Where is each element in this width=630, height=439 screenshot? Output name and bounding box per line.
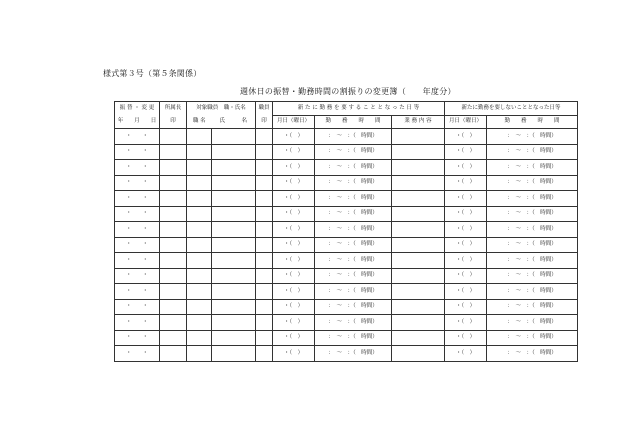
new-work-hours-cell: ： 〜 ：（ 時間）	[315, 160, 392, 176]
table-row	[115, 191, 578, 207]
new-work-date-cell: ・（ ）	[273, 253, 315, 269]
no-work-date-cell: ・（ ）	[445, 175, 487, 191]
shozoku-cho-seal-cell	[160, 253, 187, 269]
no-work-date-cell: ・（ ）	[445, 206, 487, 222]
no-work-date-cell: ・（ ）	[445, 299, 487, 315]
shokuin-header: 職員	[256, 102, 273, 116]
new-work-hours-cell: ： 〜 ：（ 時間）	[315, 346, 392, 362]
no-work-date-cell: ・（ ）	[445, 237, 487, 253]
gyomu-naiyo-header: 業 務 内 容	[392, 115, 445, 129]
shokumei-cell	[187, 144, 212, 160]
new-work-date-cell: ・（ ）	[273, 346, 315, 362]
date-cell: ・ ・	[115, 315, 160, 331]
table-row	[115, 315, 578, 331]
table-row	[115, 160, 578, 176]
shokuin-seal-cell	[256, 160, 273, 176]
shokumei-cell	[187, 237, 212, 253]
shokumei-cell	[187, 346, 212, 362]
table-row	[115, 253, 578, 269]
shokumei-cell	[187, 129, 212, 145]
no-work-date-cell: ・（ ）	[445, 222, 487, 238]
no-work-date-cell: ・（ ）	[445, 253, 487, 269]
gyomu-naiyo-cell	[392, 160, 445, 176]
new-work-date-cell: ・（ ）	[273, 206, 315, 222]
table-row	[115, 175, 578, 191]
shokuin-seal-cell	[256, 330, 273, 346]
shokumei-cell	[187, 299, 212, 315]
shimei-cell	[212, 144, 256, 160]
gyomu-naiyo-cell	[392, 268, 445, 284]
shimei-cell	[212, 315, 256, 331]
date-cell: ・ ・	[115, 268, 160, 284]
no-work-hours-cell: ： 〜 ：（ 時間）	[487, 175, 578, 191]
no-work-hours-cell: ： 〜 ：（ 時間）	[487, 268, 578, 284]
gyomu-naiyo-cell	[392, 175, 445, 191]
new-work-date-cell: ・（ ）	[273, 222, 315, 238]
date-cell: ・ ・	[115, 191, 160, 207]
gyomu-naiyo-cell	[392, 222, 445, 238]
shimei-header: 氏 名	[212, 115, 256, 129]
new-work-date-cell: ・（ ）	[273, 284, 315, 300]
shokumei-cell	[187, 268, 212, 284]
header-row-2	[115, 115, 578, 129]
date-cell: ・ ・	[115, 284, 160, 300]
gyomu-naiyo-cell	[392, 129, 445, 145]
new-work-date-cell: ・（ ）	[273, 129, 315, 145]
table-row	[115, 284, 578, 300]
shokuin-seal-cell	[256, 268, 273, 284]
new-work-date-cell: ・（ ）	[273, 315, 315, 331]
no-work-hours-cell: ： 〜 ：（ 時間）	[487, 315, 578, 331]
shokuin-seal-cell	[256, 315, 273, 331]
shozoku-cho-seal-cell	[160, 175, 187, 191]
no-work-date-cell: ・（ ）	[445, 129, 487, 145]
shozoku-cho-seal-cell	[160, 284, 187, 300]
new-work-hours-cell: ： 〜 ：（ 時間）	[315, 129, 392, 145]
date-cell: ・ ・	[115, 222, 160, 238]
gyomu-naiyo-cell	[392, 237, 445, 253]
in-header-1: 印	[160, 115, 187, 129]
shokuin-seal-cell	[256, 144, 273, 160]
nengappi-header: 年 月 日	[115, 115, 160, 129]
shokumei-cell	[187, 175, 212, 191]
shokuin-seal-cell	[256, 206, 273, 222]
table-row	[115, 206, 578, 222]
shokumei-cell	[187, 284, 212, 300]
new-work-hours-cell: ： 〜 ：（ 時間）	[315, 237, 392, 253]
shokuin-seal-cell	[256, 222, 273, 238]
new-work-date-cell: ・（ ）	[273, 237, 315, 253]
shimei-cell	[212, 191, 256, 207]
date-cell: ・ ・	[115, 237, 160, 253]
shimei-cell	[212, 284, 256, 300]
gyomu-naiyo-cell	[392, 346, 445, 362]
no-work-hours-cell: ： 〜 ：（ 時間）	[487, 284, 578, 300]
new-work-hours-cell: ： 〜 ：（ 時間）	[315, 144, 392, 160]
shozoku-cho-seal-cell	[160, 268, 187, 284]
kinmu-jikan-header-2: 勤 務 時 間	[487, 115, 578, 129]
date-cell: ・ ・	[115, 346, 160, 362]
new-work-date-cell: ・（ ）	[273, 191, 315, 207]
new-work-date-cell: ・（ ）	[273, 330, 315, 346]
shimei-cell	[212, 129, 256, 145]
table-row	[115, 330, 578, 346]
no-work-date-cell: ・（ ）	[445, 330, 487, 346]
date-cell: ・ ・	[115, 253, 160, 269]
shokuin-seal-cell	[256, 191, 273, 207]
shokuin-seal-cell	[256, 284, 273, 300]
table-row	[115, 237, 578, 253]
arata-yosuru-header: 新 た に 勤 務 を 要 す る こ と と な っ た 日 等	[273, 102, 445, 116]
shozoku-cho-seal-cell	[160, 237, 187, 253]
shimei-cell	[212, 299, 256, 315]
date-cell: ・ ・	[115, 144, 160, 160]
new-work-date-cell: ・（ ）	[273, 268, 315, 284]
shokuin-seal-cell	[256, 346, 273, 362]
shokumei-cell	[187, 315, 212, 331]
shimei-cell	[212, 160, 256, 176]
no-work-date-cell: ・（ ）	[445, 315, 487, 331]
shozoku-cho-seal-cell	[160, 330, 187, 346]
date-cell: ・ ・	[115, 129, 160, 145]
no-work-date-cell: ・（ ）	[445, 284, 487, 300]
gyomu-naiyo-cell	[392, 206, 445, 222]
shozoku-cho-seal-cell	[160, 129, 187, 145]
taisho-shokuin-header: 対象職員 職・氏名	[187, 102, 256, 116]
new-work-date-cell: ・（ ）	[273, 160, 315, 176]
no-work-hours-cell: ： 〜 ：（ 時間）	[487, 191, 578, 207]
shokumei-cell	[187, 160, 212, 176]
shozoku-cho-seal-cell	[160, 346, 187, 362]
shimei-cell	[212, 330, 256, 346]
shozoku-cho-seal-cell	[160, 299, 187, 315]
shozoku-cho-seal-cell	[160, 160, 187, 176]
table-row	[115, 299, 578, 315]
new-work-date-cell: ・（ ）	[273, 299, 315, 315]
gyomu-naiyo-cell	[392, 144, 445, 160]
no-work-date-cell: ・（ ）	[445, 346, 487, 362]
shokumei-cell	[187, 206, 212, 222]
new-work-hours-cell: ： 〜 ：（ 時間）	[315, 253, 392, 269]
no-work-date-cell: ・（ ）	[445, 268, 487, 284]
table-row	[115, 222, 578, 238]
table-row	[115, 129, 578, 145]
shozoku-cho-header: 所属長	[160, 102, 187, 116]
shokuin-seal-cell	[256, 299, 273, 315]
arata-yoshinai-header: 新たに勤務を要しないこととなった日等	[445, 102, 578, 116]
gyomu-naiyo-cell	[392, 330, 445, 346]
shimei-cell	[212, 253, 256, 269]
no-work-hours-cell: ： 〜 ：（ 時間）	[487, 160, 578, 176]
table-row	[115, 268, 578, 284]
shimei-cell	[212, 346, 256, 362]
shoku-header: 職 名	[187, 115, 212, 129]
no-work-hours-cell: ： 〜 ：（ 時間）	[487, 299, 578, 315]
no-work-hours-cell: ： 〜 ：（ 時間）	[487, 237, 578, 253]
form-number-label: 様式第３号（第５条関係）	[103, 69, 202, 78]
new-work-hours-cell: ： 〜 ：（ 時間）	[315, 268, 392, 284]
new-work-hours-cell: ： 〜 ：（ 時間）	[315, 330, 392, 346]
new-work-hours-cell: ： 〜 ：（ 時間）	[315, 284, 392, 300]
no-work-hours-cell: ： 〜 ：（ 時間）	[487, 330, 578, 346]
new-work-hours-cell: ： 〜 ：（ 時間）	[315, 299, 392, 315]
document-title: 週休日の振替・勤務時間の割振りの変更簿（ 年度分）	[240, 87, 456, 96]
no-work-date-cell: ・（ ）	[445, 191, 487, 207]
shozoku-cho-seal-cell	[160, 222, 187, 238]
in-header-2: 印	[256, 115, 273, 129]
shokumei-cell	[187, 253, 212, 269]
gyomu-naiyo-cell	[392, 284, 445, 300]
tsukihi-header-1: 月日（曜日）	[273, 115, 315, 129]
shokumei-cell	[187, 191, 212, 207]
date-cell: ・ ・	[115, 330, 160, 346]
shozoku-cho-seal-cell	[160, 206, 187, 222]
shokuin-seal-cell	[256, 175, 273, 191]
no-work-hours-cell: ： 〜 ：（ 時間）	[487, 346, 578, 362]
date-cell: ・ ・	[115, 299, 160, 315]
no-work-hours-cell: ： 〜 ：（ 時間）	[487, 253, 578, 269]
new-work-hours-cell: ： 〜 ：（ 時間）	[315, 175, 392, 191]
shozoku-cho-seal-cell	[160, 191, 187, 207]
gyomu-naiyo-cell	[392, 299, 445, 315]
shimei-cell	[212, 268, 256, 284]
tsukihi-header-2: 月日（曜日）	[445, 115, 487, 129]
furikae-header: 振 替 ・ 変 更	[115, 102, 160, 116]
shimei-cell	[212, 237, 256, 253]
shozoku-cho-seal-cell	[160, 315, 187, 331]
date-cell: ・ ・	[115, 160, 160, 176]
gyomu-naiyo-cell	[392, 191, 445, 207]
table-row	[115, 346, 578, 362]
change-register-table	[114, 101, 578, 362]
new-work-hours-cell: ： 〜 ：（ 時間）	[315, 315, 392, 331]
header-row-1	[115, 102, 578, 116]
shokuin-seal-cell	[256, 253, 273, 269]
no-work-hours-cell: ： 〜 ：（ 時間）	[487, 222, 578, 238]
date-cell: ・ ・	[115, 175, 160, 191]
new-work-hours-cell: ： 〜 ：（ 時間）	[315, 206, 392, 222]
kinmu-jikan-header-1: 勤 務 時 間	[315, 115, 392, 129]
no-work-date-cell: ・（ ）	[445, 160, 487, 176]
shokumei-cell	[187, 222, 212, 238]
no-work-hours-cell: ： 〜 ：（ 時間）	[487, 144, 578, 160]
gyomu-naiyo-cell	[392, 315, 445, 331]
shokuin-seal-cell	[256, 129, 273, 145]
date-cell: ・ ・	[115, 206, 160, 222]
new-work-date-cell: ・（ ）	[273, 175, 315, 191]
no-work-date-cell: ・（ ）	[445, 144, 487, 160]
new-work-hours-cell: ： 〜 ：（ 時間）	[315, 191, 392, 207]
new-work-hours-cell: ： 〜 ：（ 時間）	[315, 222, 392, 238]
table-row	[115, 144, 578, 160]
new-work-date-cell: ・（ ）	[273, 144, 315, 160]
shozoku-cho-seal-cell	[160, 144, 187, 160]
no-work-hours-cell: ： 〜 ：（ 時間）	[487, 206, 578, 222]
register-rows	[115, 129, 578, 362]
shimei-cell	[212, 206, 256, 222]
shimei-cell	[212, 175, 256, 191]
shokuin-seal-cell	[256, 237, 273, 253]
shimei-cell	[212, 222, 256, 238]
no-work-hours-cell: ： 〜 ：（ 時間）	[487, 129, 578, 145]
gyomu-naiyo-cell	[392, 253, 445, 269]
shokumei-cell	[187, 330, 212, 346]
